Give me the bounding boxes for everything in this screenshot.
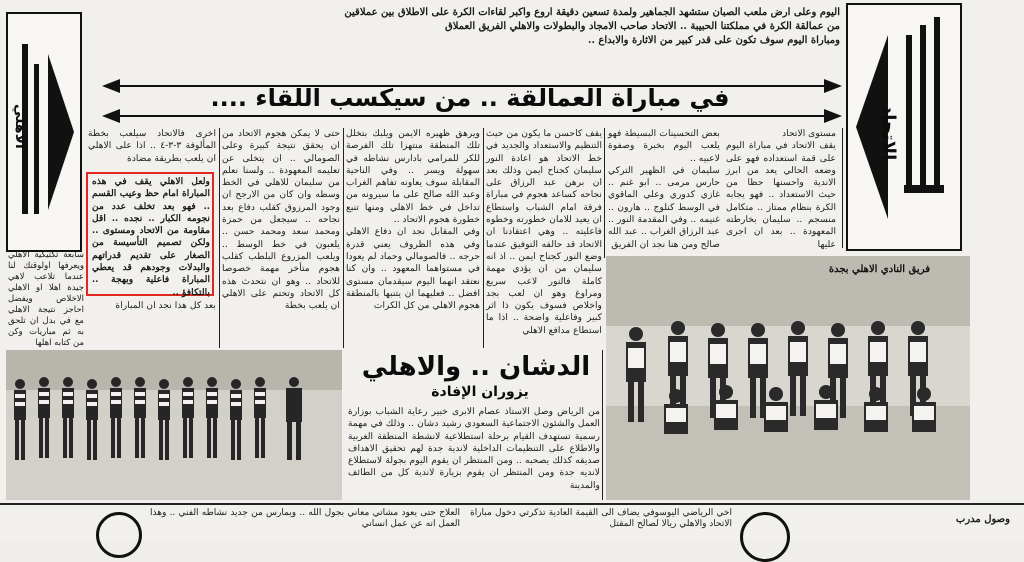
bottom-ornament-left (96, 512, 142, 558)
team-photo-left-image (6, 350, 342, 500)
ahli-team-photo (606, 256, 970, 500)
boxed-paragraph: ولعل الاهلي يقف في هذه المباراة امام حظ وعيب القسم .. فهو بعد تخلف عدد من نجومه الكبار .. نجده .. اقل مقاومة من الاتحاد ومستوى .. ولكن تصميم التأسيسة من الصغار على تقديم قدراتهم والبدلات وجودهم قد يعطي المباراة فاعلية وبهجة .. بالتكافؤ .. (92, 176, 210, 298)
feature-title: الدشان .. والاهلي (361, 352, 591, 382)
column-1-text: مستوى الاتحاد يقف الاتحاد في مباراة اليوم على قمة استعداده فهو على وضعه الحالي يعد من ابرز الاندية واحسنها حظا من حيث الاستعداد .. فهو يجابه الكرة بنظام ممتاز .. متكامل منسجم .. سليمان بخارطته المعهودة .. بعد ان اجرى عليها (726, 128, 836, 250)
feature-subtitle: يزوران الإفادة (431, 384, 529, 400)
feature-rule (602, 350, 603, 500)
intro-line-2: من عمالقة الكرة في مملكتنا الحبيبة .. الاتحاد صاحب الامجاد والبطولات والاهلي الفريق العملاق (444, 21, 840, 32)
intro-text (140, 6, 840, 64)
bottom-rule (0, 503, 1024, 505)
bottom-text-3-content: العلاج حتى يعود مشاتي معاني بجول الله .. ويمارس من جديد نشاطه الفني .. وهذا العمل انه عن عمل انساني (150, 508, 460, 529)
column-2-text: بعض التحسينات البسيطة فهو يلعب اليوم بخبرة وصفوة لاعبيه .. سليمان في الظهير التركي حارس مرمى .. ابو غنم .. غازي كدوري وعلي الماقوي في الوسط كنلوج .. هارون .. غنيمه .. وفي المقدمة النور .. عبد الرزاق الغراب .. عبد الله صالح ومن هنا نجد ان الفريق (608, 128, 720, 250)
column-rule (483, 128, 484, 348)
headline: في مباراة العمالقة .. من سيكسب اللقاء .... (210, 84, 730, 112)
ahli-logo-box (6, 12, 82, 252)
column-3-text: يقف كاحسن ما يكون من حيث التنظيم والاستعداد والجديد في خط الاتحاد هو اعادة النور سليمان كجناح ايمن وذلك بعد ان برهن عبد الرزاق على نجاحه كساعد هجوم في مباراة فرقة امام الشباب واستطاع ان يعيد للامان خطورته وخطوه فاعليته .. وهي اعتقادنا ان الاتحاد قد حالفه التوفيق عندما وضع النور كجناح ايمن .. اذ انه سليمان من ان يؤدي مهمة كاملة فالنور لاعب سريع ومراوغ وهو ان لعب بجد واخلاص فسوف يكون ذا اثر كبير وفاعلية واضحة .. اذا ما استطاع مدافع الاهلي (486, 128, 602, 336)
article-column-6 (88, 128, 216, 172)
article-column-4 (346, 128, 480, 346)
article-column-2 (608, 128, 720, 260)
column-rule (219, 128, 220, 348)
column-rule (842, 128, 843, 248)
article-column-3 (486, 128, 602, 346)
intro-line-1: اليوم وعلى ارض ملعب الصبان ستشهد الجماهير ولمدة تسعين دقيقة اروع واكبر لقاءات الكرة على الاطلاق بين عملاقين (344, 7, 840, 18)
column-6-after-box (88, 300, 216, 342)
ahli-logo-text: الاهلي (12, 104, 28, 149)
column-6-continuation: بعد كل هذا نجد ان المباراة (115, 300, 216, 311)
left-margin-column (8, 250, 84, 348)
column-6-text: اخرى فالاتحاد سيلعب بخطة المألوفة ٣-٣-٤ .. اذا على الاهلي ان يلعب بطريقة مضادة (88, 128, 216, 164)
team-photo-image (606, 256, 970, 500)
column-rule (343, 128, 344, 348)
bottom-text-1-content: وصول مدرب (955, 514, 1010, 525)
article-column-1 (726, 128, 836, 260)
ittihad-logo-box (846, 3, 962, 251)
bottom-ornament-right (740, 512, 790, 562)
ittihad-logo-text: الاتحاد (878, 105, 899, 161)
feature-body (348, 406, 600, 502)
bottom-text-2 (470, 508, 732, 538)
column-4-text: ويرهق ظهيره الايمن ويلبك بتخلل تلك المنطقة منتهزا تلك الفرصة للكر للمرامي بادارس نشاطه في سهولة ويسر .. وفي الناحية المقابلة سوف يعاونه تفاهم الغراب وعبد الله صالح على ما سيرونه من تداخل في خط الاهلي ومنها تنبع خطورة هجوم الاتحاد .. وفي المقابل نجد ان دفاع الاهلي وفي هذه الظروف يعني قدرة حرجه .. فالصومالي وحماد لم يعودا في مستواهما المعهود .. وان كنا نعتقد انهما اليوم سيقدمان مستوى افضل .. فعليهما ان يتنبها بالمنطقة هجوم الاهلي من كل الكرات (346, 128, 480, 312)
ittihad-logo-art (848, 5, 960, 249)
bottom-text-1 (870, 514, 1010, 538)
team-photo-caption: فريق النادي الاهلي بجدة (828, 264, 930, 275)
feature-body-text: من الرياض وصل الاستاذ عصام الابرى خبير رعاية الشباب بوزارة العمل والشئون الاجتماعية السعودي رشيد دشان .. وذلك في مهمة رسمية تستهدف القيام برحلة استطلاعية لانشطة المنطقة الغربية والاطلاع على التنظيمات الداخلية لاندية جدة لهم تحقيق الاهداف صديقه كذلك يصحبه .. ومن المنتظر ان يقوم اليوم بجولة لاستطلاع لانديه جدة ومن المنتظر ان يقوم بزيارة لاندية كل من الطائف والمدينة (348, 406, 600, 491)
ittihad-team-photo (6, 350, 342, 500)
bottom-text-3 (150, 508, 460, 538)
article-column-5 (222, 128, 340, 346)
intro-line-3: ومباراة اليوم سوف تكون على قدر كبير من الاثارة والابداع .. (587, 35, 840, 46)
bottom-text-2-content: اخي الرياضي اليوسوفي يضاف الى القيمة العادية تذكرتي دخول مباراة الاتحاد والاهلي ريالا لصالح المقتل (470, 508, 732, 529)
left-margin-text: سابعة تكتيكية الاهلي ويعرفها اولوقتك لنا عندما تلاعب لاهي جيدة اهلا او الاهلي الاخلاص ويفضل احاجز نتيجة الاهلي مع في بدل ان تلحق به ثم مباريات وكن من كتابه اهلها (8, 250, 84, 348)
column-5-text: حتى لا يمكن هجوم الاتحاد من ان يحقق نتيجة كبيرة وعلى الصومالي .. ان يتخلى عن تعليمه المعهودة .. ولسنا نعلم من سليمان للاهلي في الخط وسطه وان كان من الارجح ان وجود المرزوق كقلب دفاع بعد نجاحه .. سيجعل من حمزة ومحمد سعد ومحمد حسن .. يلعبون في خط الوسط .. ويلعب المزروع البلطب كقلب هجوم متأخر مهمة خصوصا للاتحاد .. وهو ان نتحدث هذه كل الاتحاد وتحتم على الاهلي ان يلعب بخطة (222, 128, 340, 312)
boxed-text (92, 176, 210, 298)
column-rule (604, 128, 605, 258)
